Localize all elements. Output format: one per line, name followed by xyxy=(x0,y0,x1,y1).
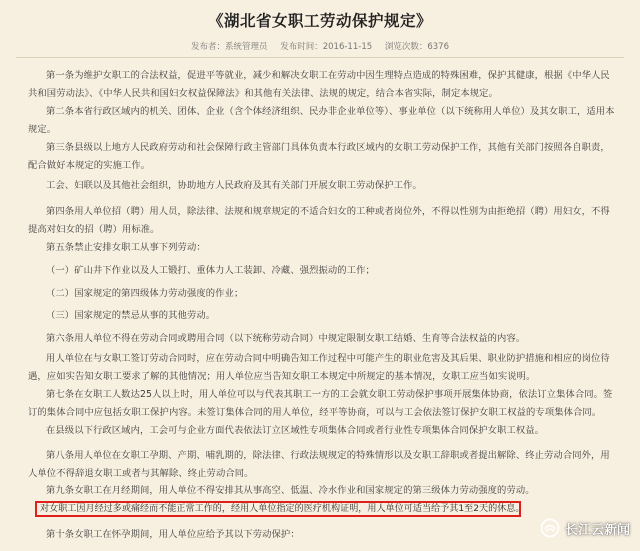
source-watermark xyxy=(540,517,630,539)
paragraph-unions: 工会、妇联以及其他社会组织，协助地方人民政府及其有关部门开展女职工劳动保护工作。 xyxy=(46,180,422,191)
paragraph-article-1: 第一条为维护女职工的合法权益，促进平等就业，减少和解决女职工在劳动中因生理特点造成的特殊困难，保护其健康，根据《中华人民共和国劳动法》、《中华人民共和国妇女权益保障法》和其他有关法律、法规的规定，结合本省实际，制定本规定。 xyxy=(28,70,610,100)
list-item-prohibited-1: （一）矿山井下作业以及人工锻打、重体力人工装卸、冷藏、强烈振动的工作； xyxy=(46,265,375,276)
changjiang-cloud-logo-icon xyxy=(540,518,560,538)
article-title: 《湖北省女职工劳动保护规定》 xyxy=(207,12,432,30)
publisher-label: 发布者：系统管理员 xyxy=(191,42,268,52)
watermark-text: 长江云新闻 xyxy=(564,522,630,538)
paragraph-article-5: 第五条禁止安排女职工从事下列劳动： xyxy=(46,242,206,253)
paragraph-contract-notice: 用人单位在与女职工签订劳动合同时，应在劳动合同中明确告知工作过程中可能产生的职业危害及其后果、职业防护措施和相应的岗位待遇，应如实告知女职工要求了解的其他情况；用人单位应当告知女职工本规定中所规定的基本情况，女职工应当如实说明。 xyxy=(28,353,610,383)
article-meta xyxy=(0,40,640,52)
paragraph-article-8: 第八条用人单位在女职工孕期、产期、哺乳期的，除法律、行政法规规定的特殊情形以及女职工辞职或者提出解除、终止劳动合同外，用人单位不得辞退女职工或者与其解除、终止劳动合同。 xyxy=(28,450,610,480)
view-count-label: 浏览次数：6376 xyxy=(384,42,449,52)
list-item-prohibited-3: （三）国家规定的禁忌从事的其他劳动。 xyxy=(46,310,216,321)
paragraph-article-6: 第六条用人单位不得在劳动合同或聘用合同（以下统称劳动合同）中规定限制女职工结婚、生育等合法权益的内容。 xyxy=(46,333,526,344)
paragraph-article-7: 第七条在女职工人数达25人以上时，用人单位可以与代表其职工一方的工会就女职工劳动保护事项开展集体协商，依法订立集体合同。签订的集体合同中应包括女职工保护内容。未签订集体合同的用人单位，经平等协商，可以与工会依法签订保护女职工权益的专项集体合同。 xyxy=(28,389,613,419)
title-divider xyxy=(16,57,624,58)
publish-time-label: 发布时间：2016-11-15 xyxy=(280,42,373,52)
paragraph-article-4: 第四条用人单位招（聘）用人员，除法律、法规和规章规定的不适合妇女的工种或者岗位外，不得以性别为由拒绝招（聘）用妇女，不得提高对妇女的招（聘）用标准。 xyxy=(28,206,610,236)
paragraph-article-10: 第十条女职工在怀孕期间，用人单位应给予其以下劳动保护： xyxy=(46,529,300,540)
highlighted-paragraph: 对女职工因月经过多或痛经而不能正常工作的，经用人单位指定的医疗机构证明，用人单位可适当给予其1至2天的休息。 xyxy=(40,504,525,514)
list-item-prohibited-2: （二）国家规定的第四级体力劳动强度的作业； xyxy=(46,288,244,299)
paragraph-article-9: 第九条女职工在月经期间，用人单位不得安排其从事高空、低温、冷水作业和国家规定的第三级体力劳动强度的劳动。 xyxy=(46,485,535,496)
paragraph-regional-contract: 在县级以下行政区域内，工会可与企业方面代表依法订立区域性专项集体合同或者行业性专项集体合同保护女职工权益。 xyxy=(46,425,545,436)
paragraph-article-2: 第二条本省行政区域内的机关、团体、企业（含个体经济组织、民办非企业单位等）、事业单位（以下统称用人单位）及其女职工，适用本规定。 xyxy=(28,106,615,136)
paragraph-article-3: 第三条县级以上地方人民政府劳动和社会保障行政主管部门具体负责本行政区域内的女职工劳动保护工作，其他有关部门按照各自职责，配合做好本规定的实施工作。 xyxy=(28,142,610,172)
